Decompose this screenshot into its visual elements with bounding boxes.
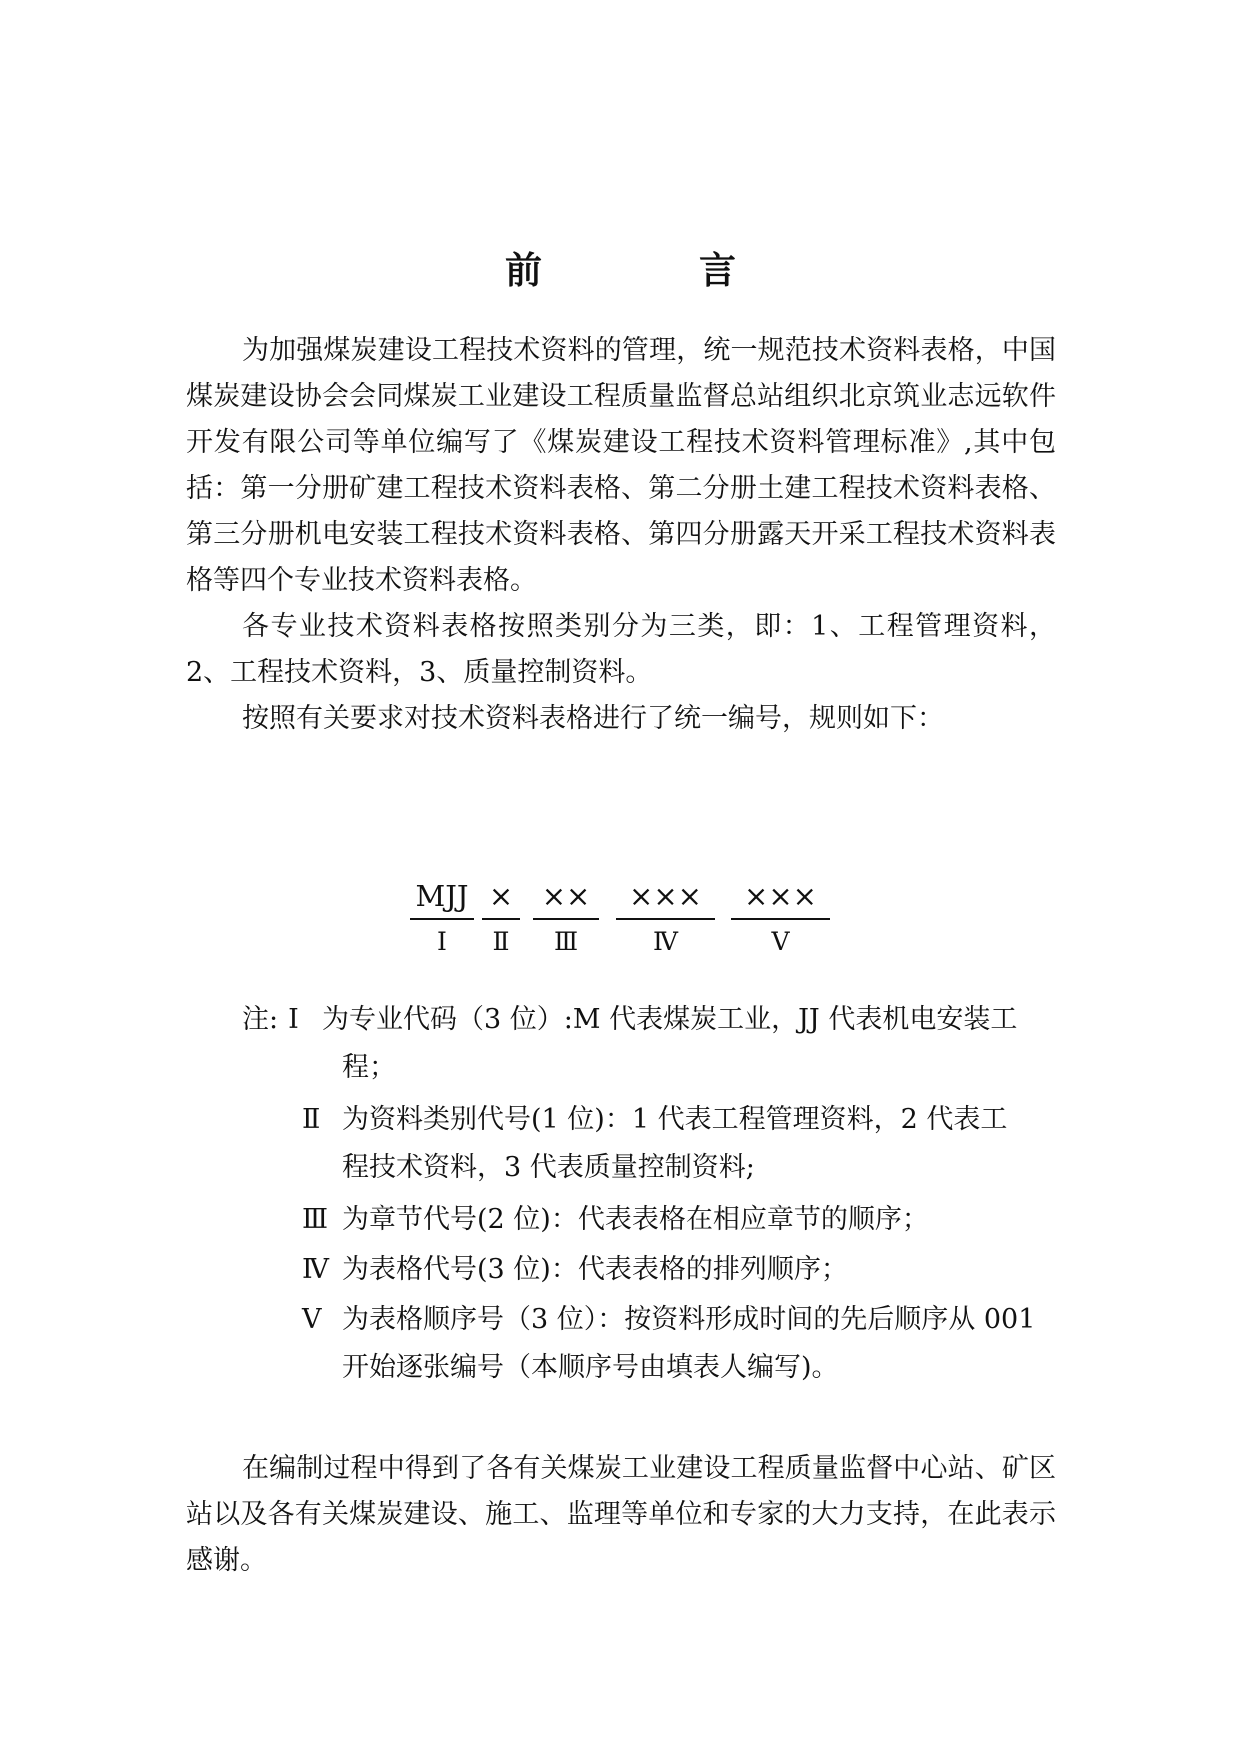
note-text: 为章节代号(2 位)：代表表格在相应章节的顺序；: [342, 1204, 929, 1235]
code-symbol: ×××: [731, 876, 830, 920]
numbering-intro-paragraph: 按照有关要求对技术资料表格进行了统一编号，规则如下：: [242, 703, 944, 734]
code-segment-2: [482, 876, 520, 962]
code-label: Ⅴ: [771, 927, 790, 956]
categories-paragraph: 各专业技术资料表格按照类别分为三类，即：1、工程管理资料，2、工程技术资料，3、质量控制资料。: [186, 611, 1056, 688]
code-label: Ⅱ: [492, 927, 510, 956]
code-label: Ⅳ: [653, 927, 678, 956]
note-label: Ⅰ: [288, 1004, 299, 1035]
note-label: Ⅳ: [302, 1254, 329, 1285]
note-item: [242, 1296, 1062, 1392]
note-text: 为表格代号(3 位)：代表表格的排列顺序；: [342, 1254, 848, 1285]
note-text-continued: 开始逐张编号（本顺序号由填表人编写)。: [342, 1352, 839, 1383]
note-label: Ⅴ: [302, 1304, 322, 1335]
note-item: [242, 1196, 1062, 1244]
note-label: Ⅱ: [302, 1104, 321, 1135]
code-segment-5: [731, 876, 830, 962]
note-text-continued: 程技术资料，3 代表质量控制资料;: [342, 1152, 755, 1183]
code-symbol: ×××: [616, 876, 715, 920]
code-segment-3: [533, 876, 599, 962]
note-text: 为专业代码（3 位）:M 代表煤炭工业，JJ 代表机电安装工: [322, 1004, 1018, 1035]
note-text: 为资料类别代号(1 位)：1 代表工程管理资料，2 代表工: [342, 1104, 1008, 1135]
code-segment-4: [616, 876, 715, 962]
note-item: [242, 996, 1062, 1092]
intro-paragraph: 为加强煤炭建设工程技术资料的管理，统一规范技术资料表格，中国煤炭建设协会会同煤炭工业建设工程质量监督总站组织北京筑业志远软件开发有限公司等单位编写了《煤炭建设工程技术资料管理标准》,其中包括：第一分册矿建工程技术资料表格、第二分册土建工程技术资料表格、第三分册机电安装工程技术资料表格、第四分册露天开采工程技术资料表格等四个专业技术资料表格。: [186, 335, 1056, 596]
note-label: Ⅲ: [302, 1204, 329, 1235]
notes-prefix: 注:: [242, 1004, 279, 1035]
note-text: 为表格顺序号（3 位）：按资料形成时间的先后顺序从 001: [342, 1304, 1036, 1335]
code-label: Ⅲ: [553, 927, 579, 956]
note-item: [242, 1246, 1062, 1294]
code-symbol: MJJ: [410, 876, 474, 920]
code-format-diagram: [0, 876, 1241, 966]
code-segment-1: [410, 876, 474, 962]
page-title: 前 言: [505, 248, 796, 292]
code-symbol: ××: [533, 876, 599, 920]
code-label: Ⅰ: [437, 927, 447, 956]
code-symbol: ×: [482, 876, 520, 920]
acknowledgement-paragraph: 在编制过程中得到了各有关煤炭工业建设工程质量监督中心站、矿区站以及各有关煤炭建设、施工、监理等单位和专家的大力支持，在此表示感谢。: [186, 1453, 1056, 1576]
note-item: [242, 1096, 1062, 1192]
note-text-continued: 程；: [342, 1052, 396, 1083]
